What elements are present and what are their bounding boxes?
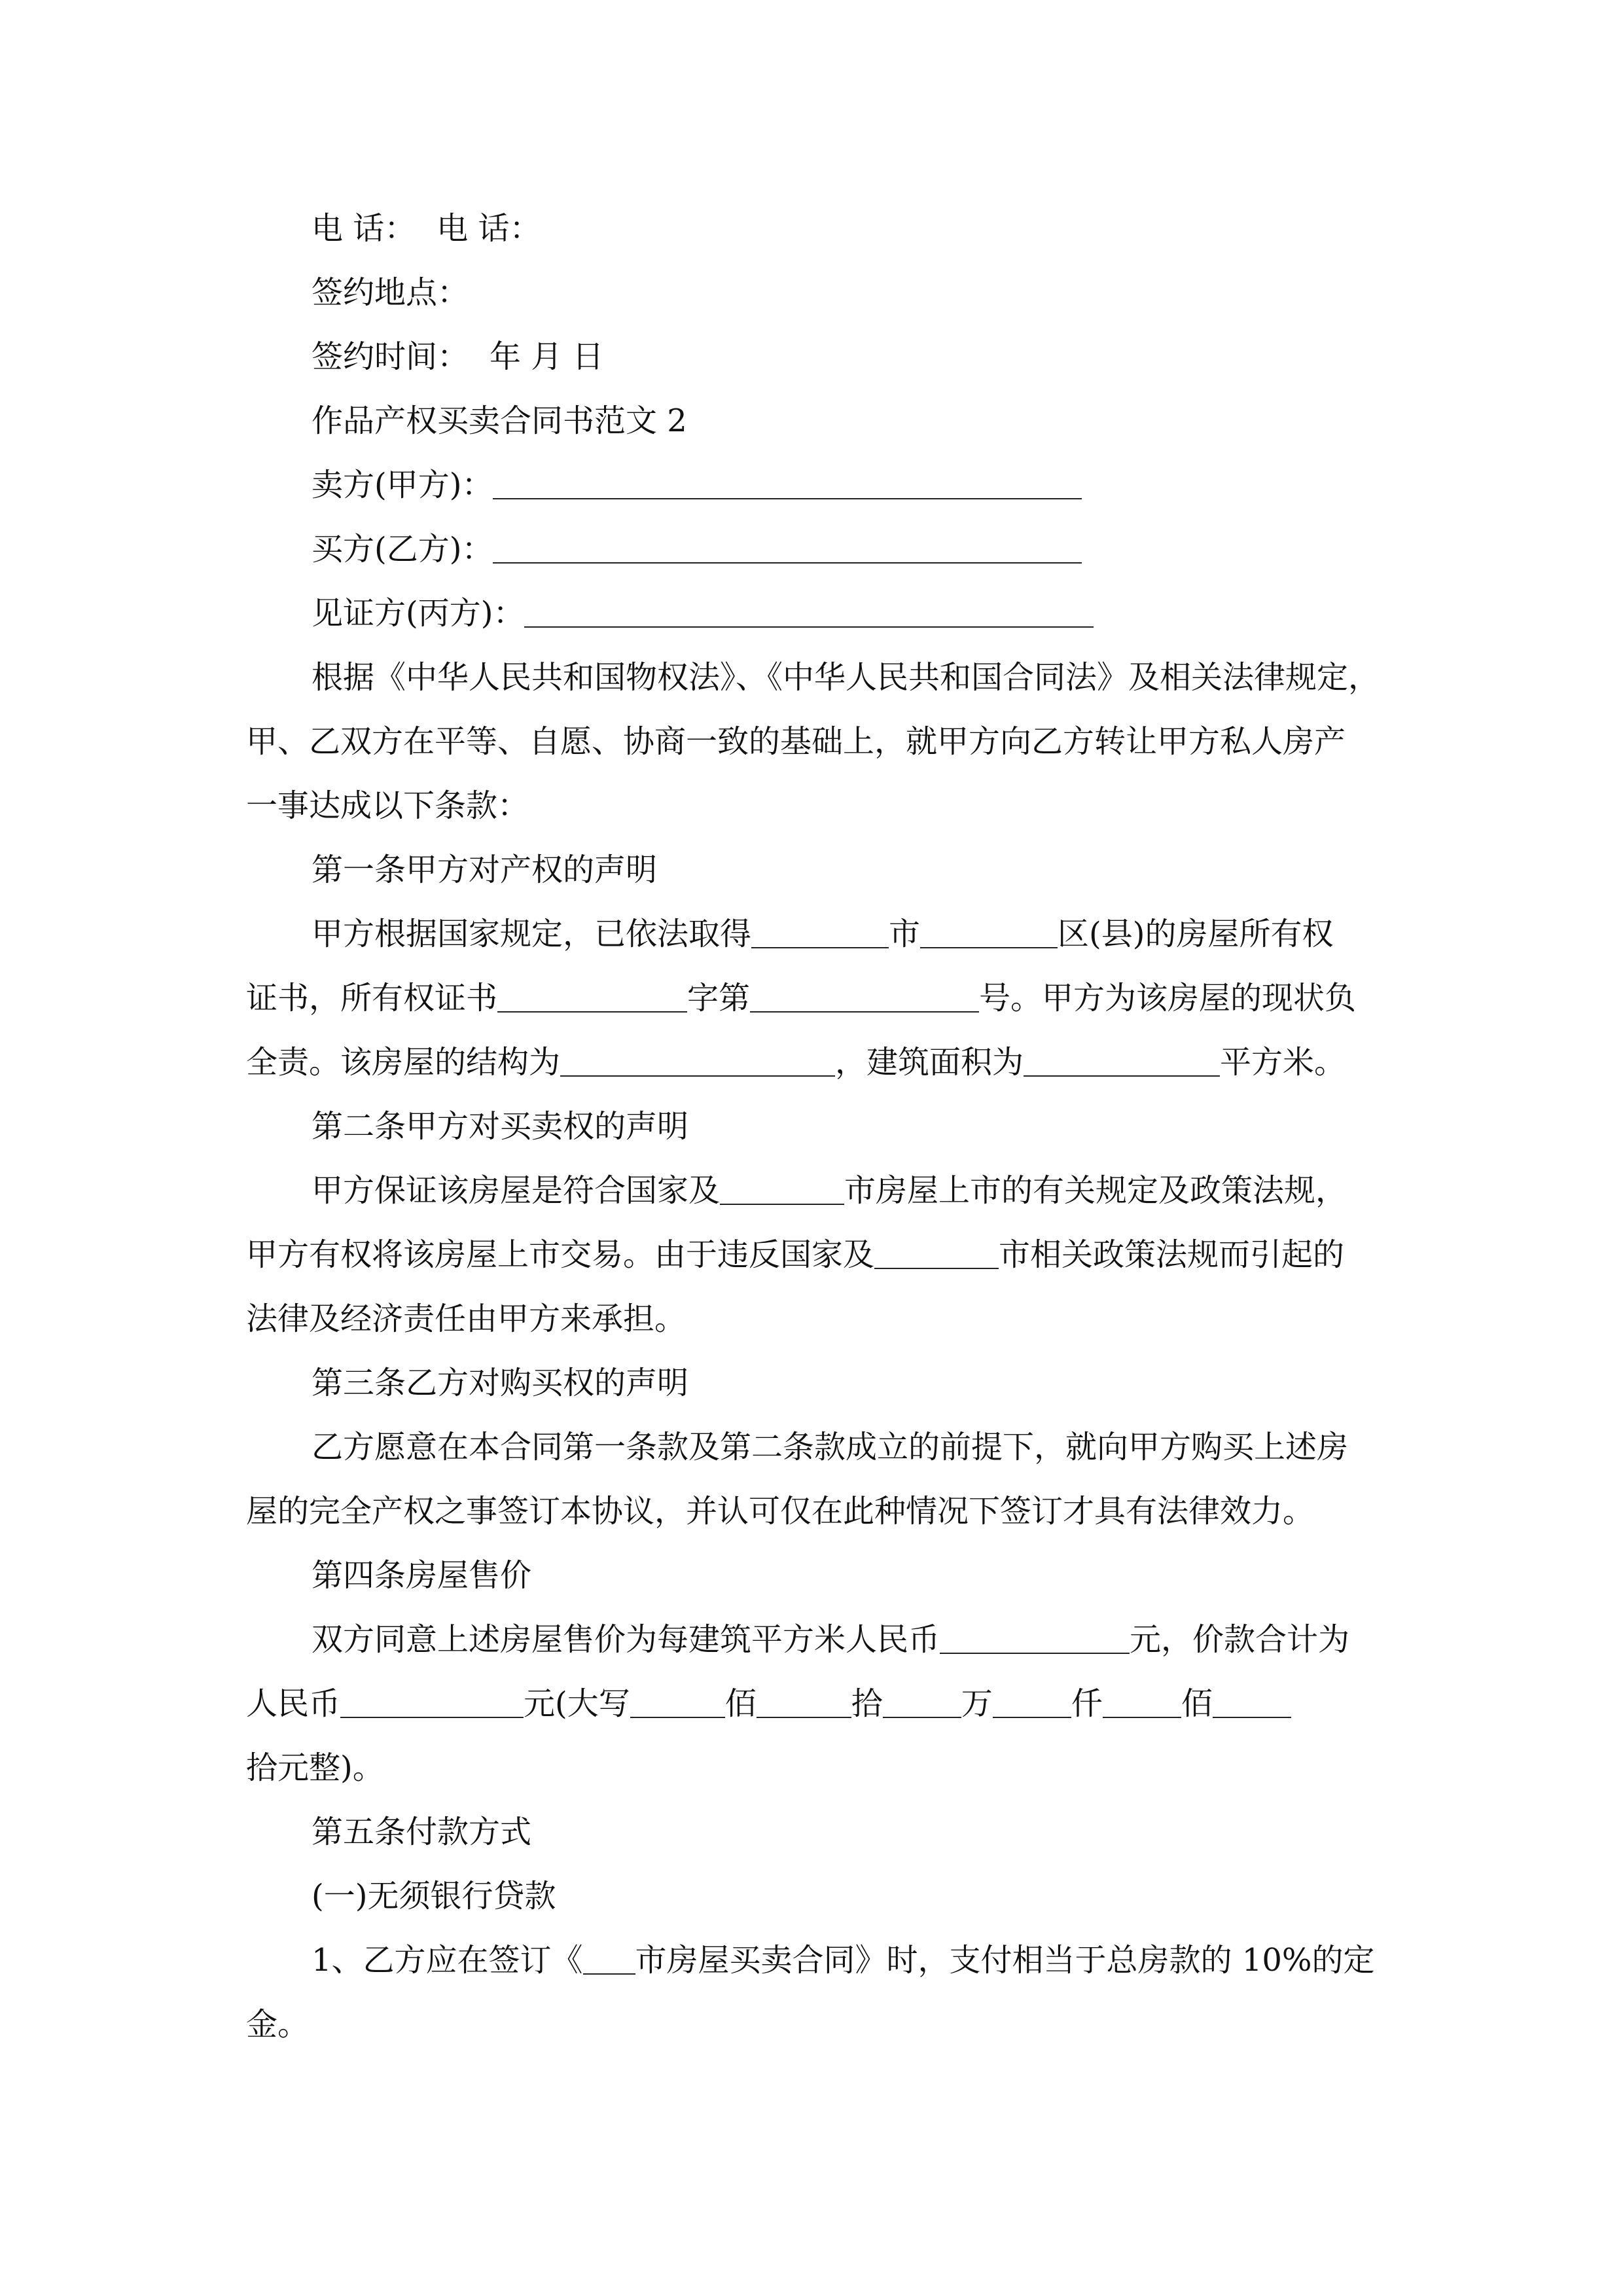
article-4-text-1a: 双方同意上述房屋售价为每建筑平方米人民币 (312, 1621, 940, 1658)
signing-time-label: 签约时间： (312, 338, 469, 375)
buyer-line (246, 517, 1395, 581)
article-1-text-1c: 区(县)的房屋所有权 (1058, 916, 1334, 952)
article-4-heading (246, 1543, 1395, 1607)
article-2-heading (246, 1094, 1395, 1158)
article-4-text-1b: 元，价款合计为 (1130, 1621, 1350, 1658)
article-4-text-2f: 仟 (1071, 1685, 1103, 1722)
article-4-line-1 (246, 1607, 1395, 1672)
article-5-sub-1-text: (一)无须银行贷款 (312, 1878, 556, 1914)
article-3-text-1: 乙方愿意在本合同第一条款及第二条款成立的前提下，就向甲方购买上述房 (312, 1429, 1349, 1465)
article-1-text-3a: 全责。该房屋的结构为 (246, 1044, 561, 1081)
phone-label-b: 电 话： (437, 210, 541, 247)
contract-title-text: 作品产权买卖合同书范文 2 (312, 403, 687, 439)
article-3-text-2: 屋的完全产权之事签订本协议，并认可仅在此种情况下签订才具有法律效力。 (246, 1493, 1315, 1530)
unit-price-blank (940, 1620, 1130, 1654)
article-5-item-1-line-2 (246, 1992, 1395, 2056)
contract-title (246, 389, 1395, 453)
ten-million-blank (757, 1684, 851, 1718)
area-blank (1024, 1043, 1220, 1077)
policy-city-blank (874, 1235, 999, 1269)
phone-line (246, 196, 1395, 260)
contract-city-blank (583, 1941, 635, 1975)
article-3-heading-text: 第三条乙方对购买权的声明 (312, 1365, 689, 1401)
signing-place-line (246, 260, 1395, 325)
structure-blank (560, 1043, 835, 1077)
article-1-line-1 (246, 902, 1395, 966)
article-4-text-2b: 元(大写 (524, 1685, 630, 1722)
article-2-text-1b: 市房屋上市的有关规定及政策法规， (844, 1172, 1347, 1209)
article-1-heading-text: 第一条甲方对产权的声明 (312, 852, 658, 888)
article-1-text-2a: 证书，所有权证书 (246, 980, 498, 1016)
article-4-text-2c: 佰 (724, 1685, 757, 1722)
article-2-text-3: 法律及经济责任由甲方来承担。 (246, 1300, 687, 1337)
article-1-heading (246, 838, 1395, 902)
article-2-line-3 (246, 1287, 1395, 1351)
article-2-line-2 (246, 1223, 1395, 1287)
district-blank (920, 914, 1058, 948)
seller-line (246, 453, 1395, 517)
signing-place-label: 签约地点： (312, 274, 469, 311)
article-1-text-2c: 号。甲方为该房屋的现状负 (979, 980, 1357, 1016)
article-3-line-2 (246, 1479, 1395, 1543)
signing-time-value: 年 月 日 (490, 338, 604, 375)
seller-label: 卖方(甲方)： (312, 467, 493, 503)
article-4-text-2d: 拾 (851, 1685, 883, 1722)
article-1-line-2 (246, 966, 1395, 1030)
article-4-text-2e: 万 (961, 1685, 993, 1722)
witness-blank (524, 594, 1094, 628)
article-5-item-1-text-b: 市房屋买卖合同》时，支付相当于总房款的 10%的定 (635, 1942, 1375, 1979)
seller-blank (493, 465, 1082, 499)
city-blank (751, 914, 889, 948)
total-price-blank (340, 1684, 524, 1718)
article-4-heading-text: 第四条房屋售价 (312, 1557, 532, 1594)
article-2-line-1 (246, 1158, 1395, 1223)
witness-label: 见证方(丙方)： (312, 595, 525, 632)
hundred-million-blank (630, 1684, 725, 1718)
article-5-item-1-line-1 (246, 1928, 1395, 1992)
article-1-text-1a: 甲方根据国家规定，已依法取得 (312, 916, 752, 952)
preamble-text-3: 一事达成以下条款： (246, 787, 529, 824)
listing-city-blank (720, 1171, 844, 1205)
article-3-heading (246, 1351, 1395, 1415)
signing-time-line (246, 325, 1395, 389)
article-4-text-2a: 人民币 (246, 1685, 341, 1722)
article-4-text-3: 拾元整)。 (246, 1749, 384, 1786)
preamble-text-2: 甲、乙双方在平等、自愿、协商一致的基础上，就甲方向乙方转让甲方私人房产 (246, 723, 1346, 760)
article-1-text-3b: ，建筑面积为 (835, 1044, 1024, 1081)
article-5-sub-1 (246, 1864, 1395, 1928)
preamble-line-3 (246, 774, 1395, 838)
article-3-line-1 (246, 1415, 1395, 1479)
preamble-line-1 (246, 645, 1395, 709)
hundred-blank (1103, 1684, 1181, 1718)
article-1-text-3c: 平方米。 (1220, 1044, 1346, 1081)
article-5-heading (246, 1800, 1395, 1864)
preamble-line-2 (246, 709, 1395, 774)
article-1-text-1b: 市 (889, 916, 921, 952)
million-blank (883, 1684, 961, 1718)
article-2-text-2a: 甲方有权将该房屋上市交易。由于违反国家及 (246, 1236, 875, 1273)
article-4-line-3 (246, 1736, 1395, 1800)
article-4-text-2g: 佰 (1181, 1685, 1213, 1722)
article-2-text-1a: 甲方保证该房屋是符合国家及 (312, 1172, 721, 1209)
buyer-label: 买方(乙方)： (312, 531, 493, 567)
article-4-line-2 (246, 1672, 1395, 1736)
certificate-number-blank (750, 978, 979, 1013)
thousand-blank (993, 1684, 1071, 1718)
article-1-line-3 (246, 1030, 1395, 1094)
article-5-item-1-text-a: 1、乙方应在签订《 (312, 1942, 583, 1979)
article-5-item-1-text-c: 金。 (246, 2006, 310, 2043)
certificate-prefix-blank (497, 978, 687, 1013)
document-body (246, 196, 1395, 2056)
witness-line (246, 581, 1395, 645)
article-2-heading-text: 第二条甲方对买卖权的声明 (312, 1108, 689, 1145)
article-5-heading-text: 第五条付款方式 (312, 1814, 532, 1850)
article-2-text-2b: 市相关政策法规而引起的 (999, 1236, 1345, 1273)
article-1-text-2b: 字第 (687, 980, 751, 1016)
buyer-blank (493, 529, 1082, 564)
preamble-text-1: 根据《中华人民共和国物权法》、《中华人民共和国合同法》及相关法律规定， (312, 659, 1380, 696)
phone-label-a: 电 话： (312, 210, 416, 247)
ten-blank (1213, 1684, 1291, 1718)
